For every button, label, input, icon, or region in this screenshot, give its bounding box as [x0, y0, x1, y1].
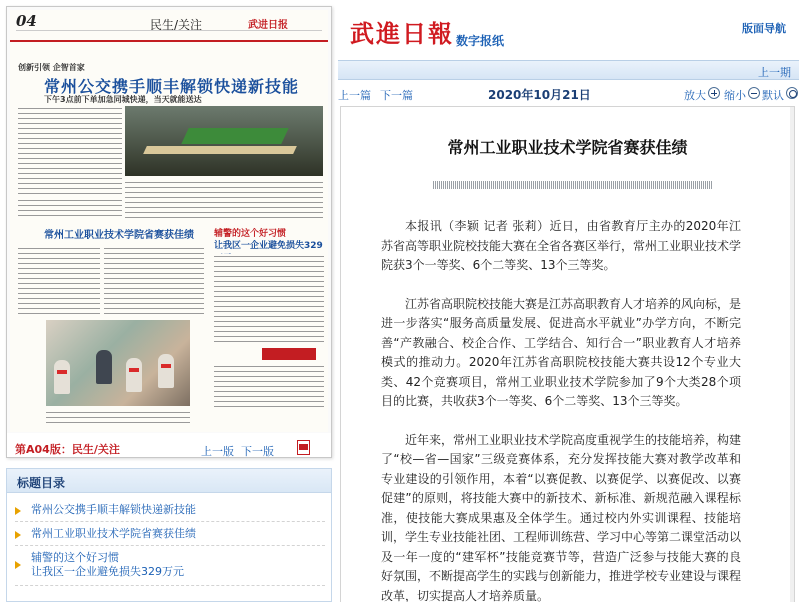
triangle-bullet-icon: [15, 531, 21, 539]
zoom-out-link[interactable]: 缩小: [724, 89, 746, 102]
issue-date: 2020年10月21日: [488, 88, 591, 102]
page-label: 第A04版：民生/关注: [15, 443, 120, 456]
thumbnail-text-block: [18, 106, 122, 194]
toc-divider: [15, 545, 325, 546]
toc-item-label: 让我区一企业避免损失329万元: [31, 565, 184, 578]
thumbnail-text-block: [125, 180, 323, 218]
article-scrollbar[interactable]: [790, 107, 794, 602]
directory-title: 标题目录: [7, 469, 331, 493]
thumbnail-logo: 武进日报: [248, 20, 288, 31]
site-header: [338, 0, 799, 58]
next-page-link[interactable]: 下一版: [241, 445, 274, 458]
toc-item-label: 常州公交携手顺丰解锁快递新技能: [31, 503, 196, 516]
article-paragraph: 近年来，常州工业职业技术学院高度重视学生的技能培养，构建了“校—省—国家”三级竞赛体系，充分发挥技能大赛对教学改革和专业建设的引领作用，本着“以赛促教、以赛促学、以赛促改、以赛促建”的原则，将技能大赛中的新技术、新标准、新规范融入课程标准，使技能大赛成果惠及全体学生。通过校内外实训课程、技能培训，学生专业技能社团、工程师训练营、学习中心等第二课堂活动以及一年一度的“建军杯”技能竞赛节等，营造广泛参与技能大赛的良好氛围，不断提高学生的实践与创新能力，推进学校专业建设与课程改革，切实提高人才培养质量。: [381, 432, 742, 602]
toc-item-1[interactable]: [7, 503, 331, 519]
article-toolbar: [338, 84, 799, 104]
thumbnail-text-block: [18, 246, 100, 316]
newspaper-logo[interactable]: 武進日報: [350, 19, 454, 48]
thumbnail-headline-2[interactable]: 常州工业职业技术学院省赛获佳绩: [44, 230, 194, 241]
thumbnail-headline-3a[interactable]: 辅警的这个好习惯: [214, 229, 287, 239]
issue-bar: [338, 60, 799, 80]
zoom-in-link[interactable]: 放大: [684, 89, 706, 102]
thumbnail-photo-workbench: [125, 106, 323, 176]
toc-divider: [15, 521, 325, 522]
thumbnail-photo-students: [46, 320, 190, 406]
thumbnail-masthead: [10, 10, 328, 42]
article-title: 常州工业职业技术学院省赛获佳绩: [447, 138, 688, 157]
thumbnail-dateline: [16, 30, 322, 38]
page-thumbnail[interactable]: [10, 10, 328, 432]
thumbnail-headline-1[interactable]: 常州公交携手顺丰解锁快递新技能: [44, 77, 300, 96]
left-panel: [0, 0, 338, 602]
previous-issue-link[interactable]: 上一期: [758, 66, 791, 79]
toc-item-label: 常州工业职业技术学院省赛获佳绩: [31, 527, 196, 540]
zoom-reset-link[interactable]: 默认: [762, 89, 784, 102]
headline-directory: [6, 468, 332, 602]
thumbnail-caption: [46, 410, 190, 424]
zoom-out-icon[interactable]: [748, 87, 760, 99]
digital-edition-label: 数字报纸: [456, 34, 505, 48]
toc-item-2[interactable]: [7, 527, 331, 543]
triangle-bullet-icon: [15, 507, 21, 515]
thumbnail-page-number: 04: [16, 12, 37, 30]
thumbnail-text-block: [18, 198, 122, 218]
pdf-download-icon[interactable]: [297, 440, 310, 455]
toc-item-label: 辅警的这个好习惯: [31, 551, 119, 564]
thumbnail-text-block: [214, 254, 324, 344]
prev-page-link[interactable]: 上一版: [201, 445, 234, 458]
triangle-bullet-icon: [15, 561, 21, 569]
page-navigation-link[interactable]: 版面导航: [742, 22, 786, 35]
prev-article-link[interactable]: 上一篇: [338, 89, 371, 102]
zoom-reset-icon[interactable]: [786, 87, 798, 99]
article-paragraph: 本报讯（李颖 记者 张莉）近日，由省教育厅主办的2020年江苏省高等职业院校技能大赛在全省各赛区举行，常州工业职业技术学院获3个一等奖、6个二等奖、13个三等奖。: [381, 219, 742, 272]
thumbnail-subhead-1: 下午3点前下单加急同城快递，当天就能送达: [44, 95, 202, 104]
toc-item-3[interactable]: [7, 551, 331, 583]
thumbnail-red-banner: [262, 348, 316, 360]
title-divider: [433, 181, 713, 189]
thumbnail-text-block: [214, 364, 324, 410]
page-thumbnail-frame: [6, 6, 332, 458]
thumbnail-section: 民生/关注: [150, 18, 203, 32]
zoom-in-icon[interactable]: [708, 87, 720, 99]
thumbnail-text-block: [104, 246, 204, 316]
thumbnail-headline-3b[interactable]: 让我区一企业避免损失329: [214, 241, 323, 251]
article-paragraph: 江苏省高职院校技能大赛是江苏高职教育人才培养的风向标，是进一步落实“服务高质量发展、促进高水平就业”办学方向，不断完善“产教融合、校企合作、工学结合、知行合一”职业教育人才培养模式的推动力。2020年江苏省高职院校技能大赛共设12个专业大类、42个竞赛项目，常州工业职业技术学院参加了9个大类28个项目的比赛，共收获3个一等奖、6个二等奖、13个三等奖。: [381, 296, 742, 408]
toc-divider: [15, 585, 325, 586]
article-body: [381, 217, 741, 602]
thumbnail-kicker: 创新引领 企智首家: [18, 63, 85, 72]
article-panel: [340, 106, 795, 602]
next-article-link[interactable]: 下一篇: [380, 89, 413, 102]
